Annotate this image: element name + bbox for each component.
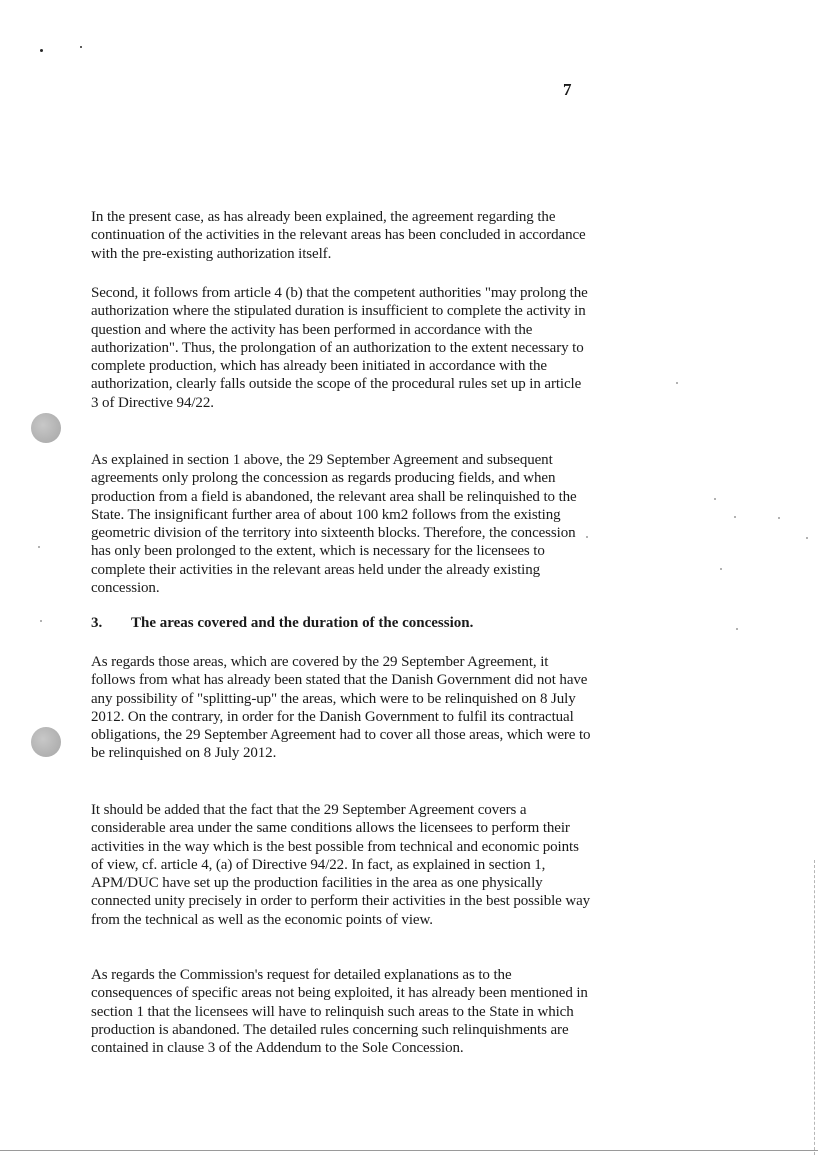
section-number: 3. [91, 615, 103, 631]
paragraph-article-4b: Second, it follows from article 4 (b) that the competent authorities "may prolong the authorization where the stipulated duration is insufficient to complete the activity in question and where the activity has been performed in accordance with the authorization". Thus, the prolongation of an authorization to the extent necessary to complete production, which has already been initiated in accordance with the authorization, clearly falls outside the scope of the procedural rules set up in article 3 of Directive 94/22. [91, 285, 588, 411]
paragraph-commission-request: As regards the Commission's request for detailed explanations as to the consequences of specific areas not being exploited, it has already been mentioned in section 1 that the licensees will have to relinquish such areas to the State in which production is abandoned. The detailed rules concerning such relinquishments are contained in clause 3 of the Addendum to the Sole Concession. [91, 967, 588, 1057]
paragraph-section-1-prolong: As explained in section 1 above, the 29 September Agreement and subsequent agreements only prolong the concession as regards producing fields, and when production from a field is abandoned, the relevant area shall be relinquished to the State. The insignificant further area of about 100 km2 follows from the existing geometric division of the territory into sixteenth blocks. Therefore, the concession has only been prolonged to the extent, which is necessary for the licensees to complete their activities in the relevant areas held under the already existing concession. [91, 452, 577, 597]
paragraph-present-case: In the present case, as has already been explained, the agreement regarding the continuation of the activities in the relevant areas has been concluded in accordance with the pre-existing authorization itself. [91, 209, 586, 262]
scan-noise [806, 537, 808, 539]
punch-hole [31, 413, 61, 443]
scan-speck [80, 46, 82, 48]
paragraph-areas-covered: As regards those areas, which are covered by the 29 September Agreement, it follows from what has already been stated that the Danish Government did not have any possibility of "splitting-up" the areas, which were to be relinquished on 8 July 2012. On the contrary, in order for the Danish Government to fulfil its contractual obligations, the 29 September Agreement had to cover all those areas, which were to be relinquished on 8 July 2012. [91, 654, 591, 762]
scan-noise [676, 382, 678, 384]
page-number: 7 [563, 80, 572, 99]
scan-noise [40, 620, 42, 622]
scan-noise [38, 546, 40, 548]
paragraph-considerable-area: It should be added that the fact that the 29 September Agreement covers a considerable area under the same conditions allows the licensees to perform their activities in the way which is the best possible from technical and economic points of view, cf. article 4, (a) of Directive 94/22. In fact, as explained in section 1, APM/DUC have set up the production facilities in the area as one physically connected unity precisely in order to perform their activities in the best possible way from the technical as well as the economic points of view. [91, 802, 591, 928]
section-heading [91, 614, 611, 632]
section-title: The areas covered and the duration of the concession. [131, 615, 474, 631]
scan-noise [734, 516, 736, 518]
scan-noise [714, 498, 716, 500]
scan-noise [720, 568, 722, 570]
scan-noise [736, 628, 738, 630]
page-bottom-rule [0, 1150, 818, 1151]
scan-speck [40, 49, 43, 52]
punch-hole [31, 727, 61, 757]
scan-noise [778, 517, 780, 519]
page-right-edge [814, 860, 815, 1155]
